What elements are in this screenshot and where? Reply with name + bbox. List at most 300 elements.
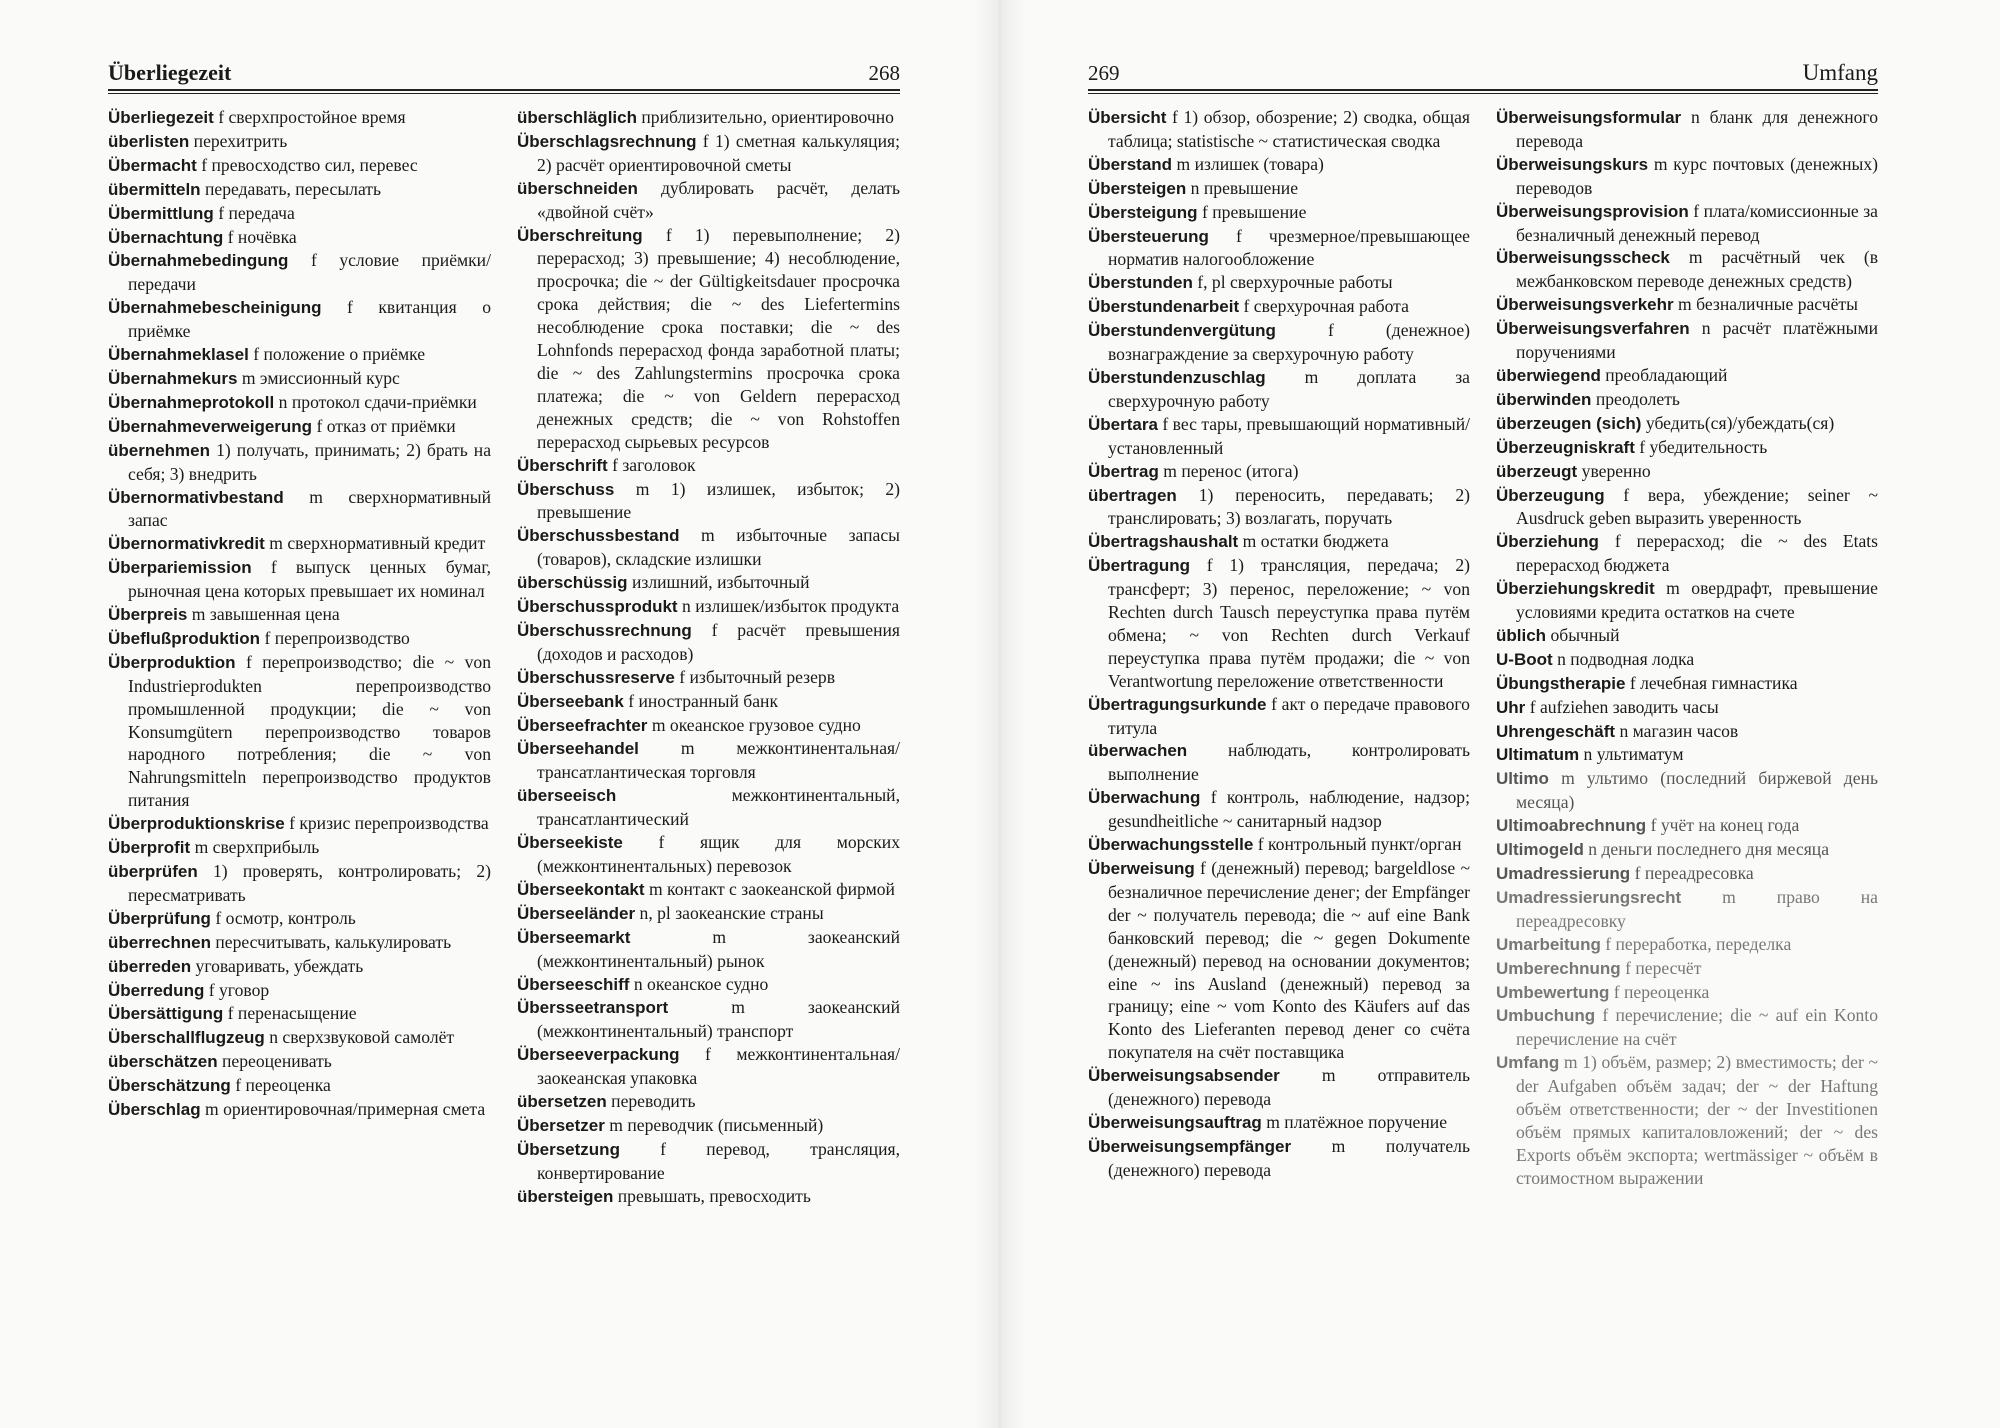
entry-headword: überzeugt [1496,461,1578,481]
entry-headword: Überschlagsrechnung [517,131,697,151]
entry-definition: f 1) перевыполнение; 2) перерасход; 3) превышение; 4) несоблюдение, просрочка; die ~ der Gültigkeitsdauer просрочка срока действия; die ~ des Liefertermins несоблюдение срока поставки; die ~ des Lohnfonds перерасход фонда заработной платы; die ~ des Zahlungstermins просрочка срока платежа; die ~ von Geldern перерасход денежных средств; die ~ von Rohstoffen перерасход сырьевых ресурсов [537,224,900,452]
dictionary-entry [108,979,491,1003]
column-2 [517,106,900,1209]
header-rule [108,89,900,94]
entry-headword: Übernachtung [108,227,224,247]
entry-definition: убедить(ся)/убеждать(ся) [1645,412,1835,433]
entry-definition: f отказ от приёмки [316,415,456,436]
entry-headword: Übernahmebedingung [108,251,289,271]
entry-headword: überschläglich [517,108,637,127]
dictionary-entry [517,571,900,595]
entry-definition: f учёт на конец года [1650,815,1800,836]
right-page [1000,0,2000,1428]
dictionary-entry [517,784,900,831]
entry-headword: Übungstherapie [1496,673,1626,693]
dictionary-entry [108,836,491,860]
entry-headword: Übersteuerung [1088,226,1209,246]
dictionary-entry [517,1043,900,1090]
dictionary-entry [108,1050,491,1074]
entry-definition: f перерасход; die ~ des Etats перерасход бюджета [1516,531,1879,576]
entry-headword: Umadressierung [1496,864,1631,883]
entry-headword: Überprofit [108,838,191,858]
entry-headword: Überweisungsempfänger [1088,1136,1292,1156]
header-rule [1088,89,1878,94]
entry-headword: überreden [108,956,192,976]
entry-headword: Überstundenarbeit [1088,297,1240,317]
entry-definition: f осмотр, контроль [215,907,356,928]
entry-definition: f вера, убеждение; seiner ~ Ausdruck geben выразить уверенность [1516,484,1878,529]
entry-definition: f перепроизводство [264,627,410,648]
dictionary-entry [517,1090,900,1114]
dictionary-entry [1496,981,1878,1005]
dictionary-entry [108,955,491,979]
entry-headword: Umadressierungsrecht [1496,887,1682,907]
entry-definition: 1) получать, принимать; 2) брать на себя; 3) внедрить [128,439,491,484]
entry-headword: Übersättigung [108,1004,224,1024]
entry-headword: Überstundenzuschlag [1088,367,1266,387]
dictionary-entry [108,130,491,154]
dictionary-entry [517,177,900,224]
dictionary-entry [108,931,491,955]
dictionary-entry [517,478,900,525]
dictionary-entry [1496,957,1878,981]
entry-definition: m контакт с заокеанской фирмой [648,878,895,899]
dictionary-entry [1496,364,1878,388]
running-head-title: Umfang [1802,60,1878,85]
entry-headword: Umbewertung [1496,982,1610,1002]
entry-definition: m право на переадресовку [1516,886,1878,931]
entry-definition: f межконтинентальная/заокеанская упаковка [537,1044,900,1089]
dictionary-entry [108,415,491,439]
entry-definition: m ультимо (последний биржевой день месяца) [1516,768,1878,813]
entry-definition: 1) переносить, передавать; 2) транслировать; 3) возлагать, поручать [1108,484,1470,529]
dictionary-entry [1088,693,1470,740]
dictionary-entry [517,1138,900,1185]
entry-headword: Überweisungsformular [1496,108,1682,127]
entry-definition: f превышение [1201,201,1307,222]
entry-headword: überprüfen [108,862,198,881]
entry-definition: f сверхпростойное время [218,107,406,127]
entry-headword: Überzeugung [1496,485,1605,505]
entry-headword: Überschussbestand [517,526,680,546]
dictionary-entry [517,973,900,997]
dictionary-entry [1088,786,1470,833]
dictionary-entry [1088,413,1470,460]
entry-headword: U-Boot [1496,649,1553,669]
dictionary-entry [1088,177,1470,201]
entry-definition: f aufziehen заводить часы [1529,696,1719,717]
entry-definition: f переработка, переделка [1605,933,1792,954]
dictionary-entry [1496,862,1878,886]
dictionary-entry [1496,720,1878,744]
entry-headword: Überprüfung [108,908,211,928]
entry-definition: f превосходство сил, перевес [201,154,418,175]
entry-headword: Übermacht [108,155,197,175]
entry-definition: f ночёвка [227,226,297,247]
dictionary-entry [1496,672,1878,696]
dictionary-entry [1496,436,1878,460]
dictionary-entry [517,902,900,926]
dictionary-entry [1496,293,1878,317]
dictionary-entry [517,737,900,784]
dictionary-entry [1088,106,1470,153]
left-page-header [108,54,900,86]
dictionary-entry [1496,1051,1878,1189]
entry-definition: перехитрить [193,130,288,151]
dictionary-entry [1088,1064,1470,1111]
entry-definition: m завышенная цена [191,604,340,625]
entry-headword: Überschallflugzeug [108,1028,265,1048]
dictionary-entry [108,603,491,627]
dictionary-entry [108,651,491,812]
dictionary-entry [1088,295,1470,319]
entry-headword: Überseemarkt [517,927,631,947]
dictionary-entry [1496,106,1878,153]
dictionary-entry [1088,201,1470,225]
entry-definition: n расчёт платёжными поручениями [1516,318,1878,363]
dictionary-entry [517,595,900,619]
dictionary-entry [108,556,491,603]
entry-headword: Übernahmeverweigerung [108,416,313,436]
dictionary-entry [108,296,491,343]
entry-definition: m ориентировочная/примерная смета [205,1099,486,1120]
dictionary-entry [1496,1004,1878,1051]
entry-headword: Übersseetransport [517,998,669,1018]
entry-definition: f сверхурочная работа [1243,296,1409,317]
dictionary-entry [517,224,900,454]
entry-definition: m 1) объём, размер; 2) вместимость; der ~ der Aufgaben объём задач; der ~ der Haftung объём ответственности; der ~ der Investitionen объём прямых капиталовложений; der ~ des Exports объём экспорта; wertmässiger ~ объём в стоимостном выражении [1516,1052,1878,1188]
entry-headword: Überweisungsverkehr [1496,295,1674,315]
entry-definition: f квитанция о приёмке [128,297,491,342]
entry-headword: Überschuss [517,479,615,499]
entry-headword: Ultimatum [1496,745,1580,765]
dictionary-entry [108,532,491,556]
entry-headword: Überstunden [1088,273,1193,293]
dictionary-entry [1496,484,1878,531]
entry-definition: m заокеанский (межконтинентальный) транспорт [537,997,900,1042]
entry-headword: überwachen [1088,741,1188,761]
entry-definition: f уговор [208,979,270,1000]
dictionary-entry [517,926,900,973]
entry-definition: f 1) сметная калькуляция; 2) расчёт ориентировочной сметы [537,130,900,175]
dictionary-entry [1496,530,1878,577]
entry-definition: m переводчик (письменный) [609,1114,824,1135]
dictionary-entry [1496,317,1878,364]
entry-definition: уверенно [1581,460,1651,481]
entry-headword: Übernormativbestand [108,487,284,507]
entry-definition: n сверхзвуковой самолёт [269,1027,455,1048]
column-1 [108,106,491,1209]
entry-headword: Überweisungsabsender [1088,1066,1280,1086]
entry-definition: f плата/комиссионные за безналичный денежный перевод [1516,200,1878,245]
entry-definition: f заголовок [612,454,696,475]
dictionary-entry [1496,200,1878,247]
entry-headword: Überstand [1088,154,1173,174]
entry-headword: Überseehandel [517,739,639,759]
entry-definition: m избыточные запасы (товаров), складские излишки [537,525,900,570]
left-page-columns [108,106,900,1209]
entry-headword: Übernormativkredit [108,534,265,554]
entry-definition: m излишек (товара) [1176,153,1324,174]
dictionary-entry [517,106,900,130]
dictionary-entry [1496,577,1878,624]
entry-definition: f ящик для морских (межконтинентальных) перевозок [537,832,900,876]
entry-definition: m отправитель (денежного) перевода [1108,1065,1470,1110]
dictionary-entry [517,130,900,177]
entry-definition: превышать, превосходить [617,1185,811,1206]
entry-definition: f убедительность [1639,436,1768,457]
dictionary-entry [517,454,900,478]
dictionary-entry [1088,225,1470,272]
entry-headword: Übertrag [1088,461,1159,481]
entry-headword: Übersicht [1088,108,1167,127]
entry-headword: Überschlag [108,1100,201,1120]
dictionary-entry [1496,814,1878,838]
dictionary-entry [108,439,491,486]
dictionary-entry [108,154,491,178]
dictionary-entry [108,907,491,931]
entry-definition: уговаривать, убеждать [195,955,364,976]
entry-definition: m овердрафт, превышение условиями кредита остатков на счете [1516,578,1878,623]
entry-headword: Überwachung [1088,788,1201,808]
entry-headword: überzeugen (sich) [1496,413,1642,433]
entry-definition: f перечисление; die ~ auf ein Konto перечисление на счёт [1516,1005,1878,1050]
entry-headword: Überweisung [1088,859,1195,878]
entry-definition: m океанское грузовое судно [651,714,861,735]
entry-definition: f переоценка [1613,981,1710,1002]
dictionary-entry [108,627,491,651]
entry-headword: Überwachungsstelle [1088,835,1254,855]
dictionary-entry [1496,886,1878,933]
entry-headword: Umarbeitung [1496,934,1601,954]
dictionary-entry [108,860,491,907]
entry-headword: Umbuchung [1496,1006,1596,1026]
dictionary-entry [108,249,491,296]
entry-headword: Übermittlung [108,203,214,223]
dictionary-entry [1088,833,1470,857]
entry-headword: Überweisungskurs [1496,154,1649,174]
dictionary-entry [517,996,900,1043]
entry-headword: Übernahmeklasel [108,345,249,365]
entry-definition: f передача [218,202,295,223]
dictionary-entry [1496,460,1878,484]
dictionary-entry [1088,554,1470,692]
entry-definition: переоценивать [222,1051,332,1072]
entry-headword: Übersteigung [1088,202,1198,222]
entry-headword: überwinden [1496,389,1592,409]
entry-definition: f кризис перепроизводства [289,813,489,834]
dictionary-entry [1496,767,1878,814]
dictionary-entry [1496,388,1878,412]
entry-headword: Überziehungskredit [1496,579,1655,599]
dictionary-entry [108,202,491,226]
entry-headword: Übernahmeprotokoll [108,392,275,412]
entry-headword: übertragen [1088,485,1177,505]
entry-definition: f иностранный банк [628,690,779,711]
entry-definition: f контроль, наблюдение, надзор; gesundheitliche ~ санитарный надзор [1108,787,1470,832]
entry-headword: Überseeschiff [517,974,630,994]
entry-definition: f избыточный резерв [679,666,836,687]
entry-headword: Überschussprodukt [517,597,678,617]
entry-definition: n бланк для денежного перевода [1516,107,1878,151]
column-1 [1088,106,1470,1190]
entry-headword: überlisten [108,131,190,151]
dictionary-entry [517,878,900,902]
dictionary-entry [108,1026,491,1050]
dictionary-entry [517,690,900,714]
entry-headword: überwiegend [1496,365,1601,385]
entry-definition: f контрольный пункт/орган [1257,834,1462,855]
entry-definition: 1) проверять, контролировать; 2) пересматривать [128,861,491,905]
entry-definition: m получатель (денежного) перевода [1108,1135,1470,1180]
entry-definition: дублировать расчёт, делать «двойной счёт» [537,177,900,222]
entry-definition: преобладающий [1605,364,1728,385]
entry-headword: überschüssig [517,573,628,593]
dictionary-entry [1088,1111,1470,1135]
dictionary-entry [108,1002,491,1026]
dictionary-entry [1088,1135,1470,1182]
entry-definition: n ультиматум [1583,744,1684,765]
dictionary-entry [517,1114,900,1138]
dictionary-entry [108,812,491,836]
dictionary-entry [1496,412,1878,436]
entry-definition: n, pl заокеанские страны [639,902,824,923]
entry-headword: Übersteigen [1088,178,1187,198]
dictionary-entry [1088,739,1470,786]
entry-headword: Überseebank [517,691,624,711]
dictionary-entry [517,714,900,738]
entry-definition: f перепроизводство; die ~ von Industrieprodukten перепроизводство промышленной продукции; die ~ von Konsumgütern перепроизводство товаров народного потребления; die ~ von Nahrungsmitteln перепроизводство продуктов питания [128,651,491,811]
dictionary-entry [108,391,491,415]
entry-definition: переводить [611,1091,696,1112]
dictionary-entry [517,524,900,571]
entry-headword: Überzeugniskraft [1496,437,1635,457]
entry-definition: f 1) обзор, обозрение; 2) сводка, общая таблица; statistische ~ статистическая сводка [1108,107,1470,151]
entry-definition: приблизительно, ориентировочно [641,107,894,127]
entry-definition: m межконтинентальная/трансатлантическая торговля [537,738,900,783]
entry-headword: Überseekiste [517,833,623,853]
entry-definition: m сверхнормативный кредит [269,533,486,554]
dictionary-entry [1088,857,1470,1064]
entry-headword: Überschreitung [517,225,643,245]
dictionary-entry [1088,153,1470,177]
right-page-columns [1088,106,1878,1190]
entry-headword: übersetzen [517,1092,607,1112]
column-2 [1496,106,1878,1190]
dictionary-entry [108,226,491,250]
entry-definition: f 1) трансляция, передача; 2) трансферт; 3) перенос, переложение; ~ von Rechten durch Tausch переуступка права путём обмена; ~ von Rechten durch Verkauf переуступка права путём продажи; die ~ von Verantwortung переложение ответственности [1108,555,1470,691]
entry-definition: m расчётный чек (в межбанковском переводе денежных средств) [1516,247,1879,292]
entry-definition: m сверхприбыль [194,837,320,858]
entry-definition: n магазин часов [1619,720,1739,741]
entry-definition: пересчитывать, калькулировать [215,931,452,952]
dictionary-entry [1088,530,1470,554]
right-page-header [1088,54,1878,86]
entry-headword: Übeflußproduktion [108,628,261,648]
entry-definition: f (денежное) вознаграждение за сверхурочную работу [1108,320,1470,365]
entry-headword: Übernahmekurs [108,368,238,388]
entry-headword: Uhr [1496,697,1526,717]
running-head-title: Überliegezeit [108,60,232,85]
dictionary-entry [108,1074,491,1098]
dictionary-entry [1088,271,1470,295]
entry-definition: излишний, избыточный [631,572,810,593]
dictionary-entry [1088,319,1470,366]
entry-definition: m доплата за сверхурочную работу [1108,366,1470,411]
dictionary-entry [517,619,900,666]
entry-headword: Überweisungsprovision [1496,201,1689,221]
dictionary-entry [1496,153,1878,200]
entry-headword: übernehmen [108,440,211,460]
entry-headword: überseeisch [517,786,617,806]
entry-definition: m остатки бюджета [1242,531,1389,552]
entry-definition: преодолеть [1595,388,1680,409]
entry-headword: Überpreis [108,605,188,625]
entry-definition: обычный [1550,624,1620,645]
entry-headword: Übertragungsurkunde [1088,694,1267,714]
dictionary-entry [1088,484,1470,531]
page-number: 268 [868,61,900,85]
entry-headword: Umberechnung [1496,958,1621,978]
entry-headword: üblich [1496,625,1547,645]
entry-definition: m курс почтовых (денежных) переводов [1516,153,1878,198]
entry-headword: Überweisungsauftrag [1088,1112,1262,1132]
entry-headword: Überschussreserve [517,667,675,687]
entry-definition: f условие приёмки/передачи [128,250,491,295]
dictionary-entry [1496,648,1878,672]
entry-headword: Überproduktion [108,652,236,672]
entry-definition: m заокеанский (межконтинентальный) рынок [537,926,900,971]
dictionary-entry [108,1098,491,1122]
dictionary-entry [1496,624,1878,648]
entry-definition: межконтинентальный, трансатлантический [537,785,900,830]
entry-headword: Überproduktionskrise [108,814,285,834]
dictionary-entry [108,343,491,367]
entry-definition: f вес тары, превышающий нормативный/установленный [1108,413,1471,458]
entry-definition: n протокол сдачи-приёмки [278,391,477,412]
entry-definition: m сверхнормативный запас [128,486,491,531]
entry-headword: Übertragshaushalt [1088,532,1239,552]
entry-headword: Überredung [108,980,205,1000]
entry-definition: f переадресовка [1634,863,1754,883]
dictionary-entry [108,178,491,202]
entry-definition: m перенос (итога) [1163,460,1299,481]
entry-headword: Überweisungsverfahren [1496,319,1690,339]
entry-definition: m безналичные расчёты [1678,294,1858,315]
entry-headword: überschätzen [108,1052,218,1072]
entry-definition: f лечебная гимнастика [1629,672,1798,693]
entry-headword: Überstundenvergütung [1088,321,1276,341]
entry-definition: f чрезмерное/превышающее норматив налогообложение [1108,225,1470,270]
dictionary-entry [108,486,491,533]
dictionary-entry [108,367,491,391]
entry-definition: наблюдать, контролировать выполнение [1108,740,1470,785]
dictionary-entry [517,666,900,690]
dictionary-entry [108,106,491,130]
entry-definition: f выпуск ценных бумаг, рыночная цена которых превышает их номинал [128,557,491,602]
entry-definition: передавать, пересылать [204,178,382,199]
entry-headword: Ultimoabrechnung [1496,816,1647,836]
dictionary-entry [1496,933,1878,957]
entry-headword: Überpariemission [108,558,252,578]
dictionary-entry [517,1185,900,1209]
dictionary-entry [1088,460,1470,484]
entry-headword: Überseefrachter [517,715,648,735]
entry-headword: überschneiden [517,178,638,198]
entry-headword: Uhrengeschäft [1496,721,1616,741]
entry-headword: Überziehung [1496,532,1599,552]
entry-headword: überrechnen [108,932,211,952]
